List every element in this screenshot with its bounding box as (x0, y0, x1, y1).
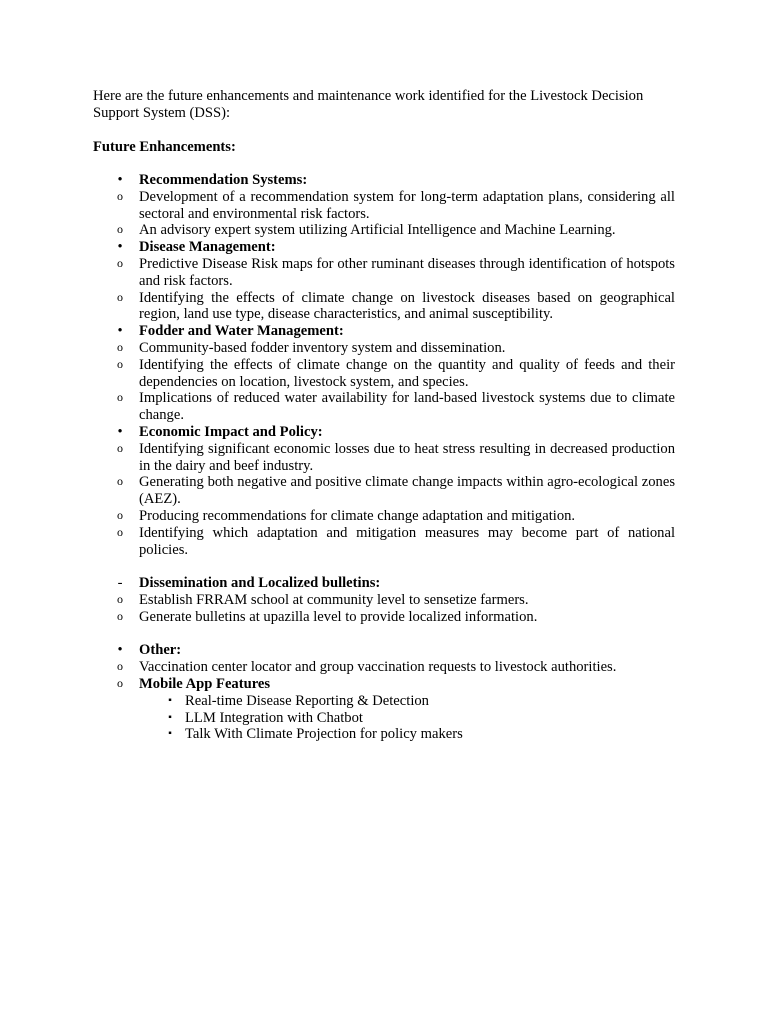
sub-bullet-marker: o (117, 356, 123, 371)
sub-list-item (93, 474, 675, 508)
list-item (93, 172, 675, 189)
bullet-marker: • (117, 323, 123, 340)
sub-list-item-text: Community-based fodder inventory system and dissemination. (139, 339, 506, 356)
bullet-marker: • (117, 423, 123, 440)
sub-list-item-mobile (93, 676, 675, 693)
sub-list-item-text: Generating both negative and positive climate change impacts within agro-ecological zones (AEZ). (139, 474, 675, 508)
sub-sub-list-item-text: Talk With Climate Projection for policy makers (185, 726, 463, 743)
square-bullet-marker: ▪ (168, 694, 172, 706)
sub-list-item-text: Predictive Disease Risk maps for other ruminant diseases through identification of hotspots and risk factors. (139, 255, 675, 289)
sub-bullet-marker: o (117, 675, 123, 690)
sub-bullet-marker: o (117, 524, 123, 539)
sub-bullet-marker: o (117, 608, 123, 623)
sub-list-item-text: Identifying the effects of climate change on the quantity and quality of feeds and their dependencies on location, livestock system, and species. (139, 356, 675, 390)
sub-bullet-marker: o (117, 222, 123, 237)
list-item (93, 323, 675, 340)
sub-list-item-text: Implications of reduced water availability for land-based livestock systems due to climate change. (139, 390, 675, 424)
square-bullet-marker: ▪ (168, 728, 172, 740)
sub-sub-list-item (93, 726, 675, 743)
bullet-marker: • (117, 642, 123, 659)
mobile-features-title: Mobile App Features (139, 675, 271, 692)
sub-bullet-marker: o (117, 390, 123, 405)
bullet-marker: • (117, 239, 123, 256)
square-bullet-marker: ▪ (168, 711, 172, 723)
sub-sub-list-item-text: Real-time Disease Reporting & Detection (185, 692, 429, 709)
sub-list-item (93, 525, 675, 559)
sub-bullet-marker: o (117, 339, 123, 354)
sub-list-item-text: Identifying the effects of climate change on livestock diseases based on geographical region, land use type, disease characteristics, and animal susceptibility. (139, 289, 675, 323)
list-item (93, 239, 675, 256)
sub-bullet-marker: o (117, 289, 123, 304)
sub-list-item (93, 189, 675, 223)
spacer (93, 558, 675, 575)
sub-list-item-text: Establish FRRAM school at community level to sensetize farmers. (139, 591, 529, 608)
sub-list-item (93, 592, 675, 609)
sub-list-item-text: Vaccination center locator and group vaccination requests to livestock authorities. (139, 659, 617, 676)
intro-paragraph: Here are the future enhancements and maintenance work identified for the Livestock Decision Support System (DSS): (93, 88, 644, 121)
sub-list-item (93, 390, 675, 424)
list-item-title: Economic Impact and Policy: (139, 423, 323, 440)
sub-list-item-text: Development of a recommendation system for long-term adaptation plans, considering all sectoral and environmental risk factors. (139, 188, 675, 222)
list-item-title: Disease Management: (139, 239, 276, 256)
sub-list-item-text: Identifying which adaptation and mitigation measures may become part of national policies. (139, 524, 675, 558)
sub-sub-list-item-text: LLM Integration with Chatbot (185, 709, 363, 726)
sub-list-item (93, 222, 675, 239)
sub-bullet-marker: o (117, 188, 123, 203)
list-item-title: Fodder and Water Management: (139, 323, 344, 340)
sub-list-item (93, 256, 675, 290)
list-item-other (93, 642, 675, 659)
sub-bullet-marker: o (117, 659, 123, 674)
sub-list-item-text: An advisory expert system utilizing Artificial Intelligence and Machine Learning. (139, 222, 616, 239)
sub-sub-list-item (93, 710, 675, 727)
section-heading: Future Enhancements: (93, 139, 236, 155)
sub-bullet-marker: o (117, 507, 123, 522)
list-item-title: Dissemination and Localized bulletins: (139, 575, 381, 592)
list-item-title: Other: (139, 642, 182, 659)
sub-list-item (93, 441, 675, 475)
list-item-title: Recommendation Systems: (139, 172, 308, 188)
sub-list-item (93, 609, 675, 626)
sub-list-item-text: Generate bulletins at upazilla level to provide localized information. (139, 608, 538, 625)
list-item-dissemination (93, 575, 675, 592)
sub-list-item-text: Producing recommendations for climate change adaptation and mitigation. (139, 507, 576, 524)
list-item (93, 424, 675, 441)
sub-list-item (93, 659, 675, 676)
sub-bullet-marker: o (117, 440, 123, 455)
sub-list-item-text: Identifying significant economic losses due to heat stress resulting in decreased production in the dairy and beef industry. (139, 440, 675, 474)
sub-list-item (93, 340, 675, 357)
spacer (93, 626, 675, 643)
bullet-marker: • (117, 172, 123, 188)
sub-sub-list-item (93, 693, 675, 710)
sub-list-item (93, 357, 675, 391)
sub-list-item (93, 508, 675, 525)
enhancements-list (93, 172, 675, 743)
sub-list-item (93, 290, 675, 324)
dash-marker: - (117, 575, 123, 592)
sub-bullet-marker: o (117, 474, 123, 489)
sub-bullet-marker: o (117, 591, 123, 606)
sub-bullet-marker: o (117, 255, 123, 270)
